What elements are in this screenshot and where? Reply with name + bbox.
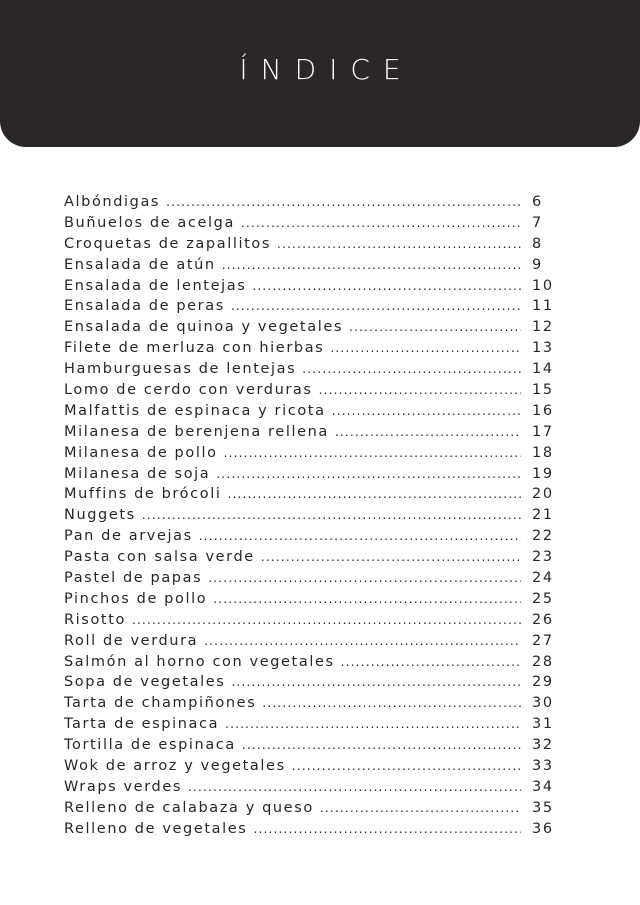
toc-entry-page: 9 [532, 256, 543, 273]
toc-entry[interactable] [64, 298, 564, 319]
toc-entry-label: Roll de verdura [64, 632, 199, 649]
toc-entry-label: Ensalada de lentejas [64, 277, 247, 294]
toc-entry-page: 36 [532, 820, 554, 837]
toc-dot-leader [204, 634, 521, 648]
toc-entry[interactable] [64, 257, 564, 278]
toc-entry[interactable] [64, 737, 564, 758]
toc-dot-leader [349, 320, 521, 334]
toc-entry[interactable] [64, 361, 564, 382]
toc-entry-page: 6 [532, 194, 543, 210]
toc-entry[interactable] [64, 612, 564, 633]
toc-entry-label: Ensalada de quinoa y vegetales [64, 319, 344, 336]
toc-dot-leader [335, 425, 521, 439]
toc-dot-leader [188, 780, 521, 794]
toc-entry[interactable] [64, 278, 564, 299]
toc-entry-label: Milanesa de berenjena rellena [64, 423, 329, 440]
toc-entry-label: Pastel de papas [64, 570, 203, 587]
header-banner [0, 0, 640, 147]
toc-entry-page: 32 [532, 737, 554, 754]
toc-entry[interactable] [64, 528, 564, 549]
toc-entry[interactable] [64, 570, 564, 591]
toc-entry-page: 18 [532, 444, 554, 461]
toc-dot-leader [332, 404, 521, 418]
toc-entry-label: Milanesa de pollo [64, 444, 218, 461]
toc-entry[interactable] [64, 716, 564, 737]
toc-entry-page: 20 [532, 486, 554, 503]
toc-dot-leader [330, 341, 521, 355]
toc-entry-page: 13 [532, 340, 554, 357]
toc-entry[interactable] [64, 591, 564, 612]
toc-entry-label: Albóndigas [64, 194, 161, 210]
toc-entry[interactable] [64, 800, 564, 821]
toc-entry[interactable] [64, 486, 564, 507]
page-title: ÍNDICE [239, 53, 414, 86]
toc-entry[interactable] [64, 758, 564, 779]
toc-entry-label: Malfattis de espinaca y ricota [64, 402, 326, 419]
toc-entry-page: 25 [532, 590, 554, 607]
toc-entry-label: Relleno de vegetales [64, 820, 248, 837]
toc-entry[interactable] [64, 215, 564, 236]
toc-entry-page: 27 [532, 632, 554, 649]
toc-dot-leader [319, 383, 521, 397]
toc-dot-leader [208, 571, 521, 585]
toc-entry-page: 14 [532, 361, 554, 378]
toc-entry-label: Buñuelos de acelga [64, 214, 235, 231]
toc-entry-page: 23 [532, 549, 554, 566]
toc-dot-leader [222, 258, 521, 272]
toc-entry-page: 26 [532, 611, 554, 628]
toc-entry-label: Muffins de brócoli [64, 486, 222, 503]
toc-entry-page: 35 [532, 799, 554, 816]
toc-entry-label: Relleno de calabaza y queso [64, 799, 314, 816]
toc-entry-page: 10 [532, 277, 554, 294]
toc-entry-label: Risotto [64, 611, 126, 628]
toc-entry[interactable] [64, 319, 564, 340]
toc-dot-leader [225, 717, 521, 731]
toc-entry[interactable] [64, 340, 564, 361]
toc-entry[interactable] [64, 821, 564, 842]
toc-entry-page: 30 [532, 695, 554, 712]
toc-entry-label: Filete de merluza con hierbas [64, 340, 325, 357]
toc-dot-leader [231, 299, 521, 313]
toc-dot-leader [242, 738, 521, 752]
toc-entry-label: Wok de arroz y vegetales [64, 758, 286, 775]
toc-entry-label: Ensalada de peras [64, 298, 225, 315]
toc-entry-page: 19 [532, 465, 554, 482]
toc-dot-leader [231, 675, 521, 689]
toc-entry-label: Tortilla de espinaca [64, 737, 236, 754]
toc-dot-leader [213, 592, 521, 606]
toc-entry-label: Tarta de champiñones [64, 695, 257, 712]
toc-dot-leader [227, 487, 521, 501]
toc-dot-leader [241, 216, 521, 230]
toc-dot-leader [216, 467, 521, 481]
toc-entry-page: 16 [532, 402, 554, 419]
toc-entry-label: Lomo de cerdo con verduras [64, 382, 313, 399]
toc-entry-page: 11 [532, 298, 554, 315]
table-of-contents [64, 194, 564, 842]
toc-entry-page: 28 [532, 653, 554, 670]
toc-entry-page: 31 [532, 716, 554, 733]
toc-entry-page: 8 [532, 235, 543, 252]
toc-entry-page: 7 [532, 214, 543, 231]
toc-entry-label: Sopa de vegetales [64, 674, 226, 691]
toc-dot-leader [292, 759, 521, 773]
toc-entry[interactable] [64, 236, 564, 257]
toc-dot-leader [320, 801, 521, 815]
toc-entry-label: Tarta de espinaca [64, 716, 220, 733]
toc-dot-leader [199, 529, 521, 543]
toc-entry-label: Pan de arvejas [64, 528, 193, 545]
toc-entry-page: 24 [532, 570, 554, 587]
toc-entry[interactable] [64, 695, 564, 716]
toc-entry[interactable] [64, 194, 564, 215]
toc-dot-leader [302, 362, 521, 376]
toc-entry[interactable] [64, 674, 564, 695]
toc-entry[interactable] [64, 633, 564, 654]
toc-entry[interactable] [64, 424, 564, 445]
toc-entry[interactable] [64, 654, 564, 675]
toc-entry[interactable] [64, 466, 564, 487]
toc-entry-page: 15 [532, 382, 554, 399]
toc-entry-label: Ensalada de atún [64, 256, 216, 273]
toc-entry-page: 21 [532, 507, 554, 524]
toc-entry-label: Pasta con salsa verde [64, 549, 255, 566]
toc-entry[interactable] [64, 445, 564, 466]
toc-entry[interactable] [64, 549, 564, 570]
toc-dot-leader [253, 822, 521, 836]
toc-entry-page: 17 [532, 423, 554, 440]
toc-dot-leader [261, 550, 521, 564]
toc-entry-label: Salmón al horno con vegetales [64, 653, 335, 670]
toc-entry-label: Milanesa de soja [64, 465, 211, 482]
toc-entry[interactable] [64, 382, 564, 403]
toc-entry-label: Hamburguesas de lentejas [64, 361, 297, 378]
toc-dot-leader [224, 446, 521, 460]
toc-entry-label: Croquetas de zapallitos [64, 235, 272, 252]
toc-dot-leader [262, 696, 521, 710]
toc-entry[interactable] [64, 507, 564, 528]
toc-entry-label: Wraps verdes [64, 778, 182, 795]
toc-entry-page: 33 [532, 758, 554, 775]
toc-dot-leader [166, 195, 521, 209]
toc-entry-page: 12 [532, 319, 554, 336]
toc-entry-page: 22 [532, 528, 554, 545]
toc-dot-leader [341, 655, 521, 669]
toc-entry[interactable] [64, 779, 564, 800]
toc-dot-leader [132, 613, 521, 627]
toc-dot-leader [142, 508, 521, 522]
toc-entry-label: Nuggets [64, 507, 136, 524]
toc-entry[interactable] [64, 403, 564, 424]
toc-entry-label: Pinchos de pollo [64, 590, 208, 607]
toc-dot-leader [277, 237, 521, 251]
toc-entry-page: 34 [532, 778, 554, 795]
toc-dot-leader [252, 279, 521, 293]
toc-entry-page: 29 [532, 674, 554, 691]
